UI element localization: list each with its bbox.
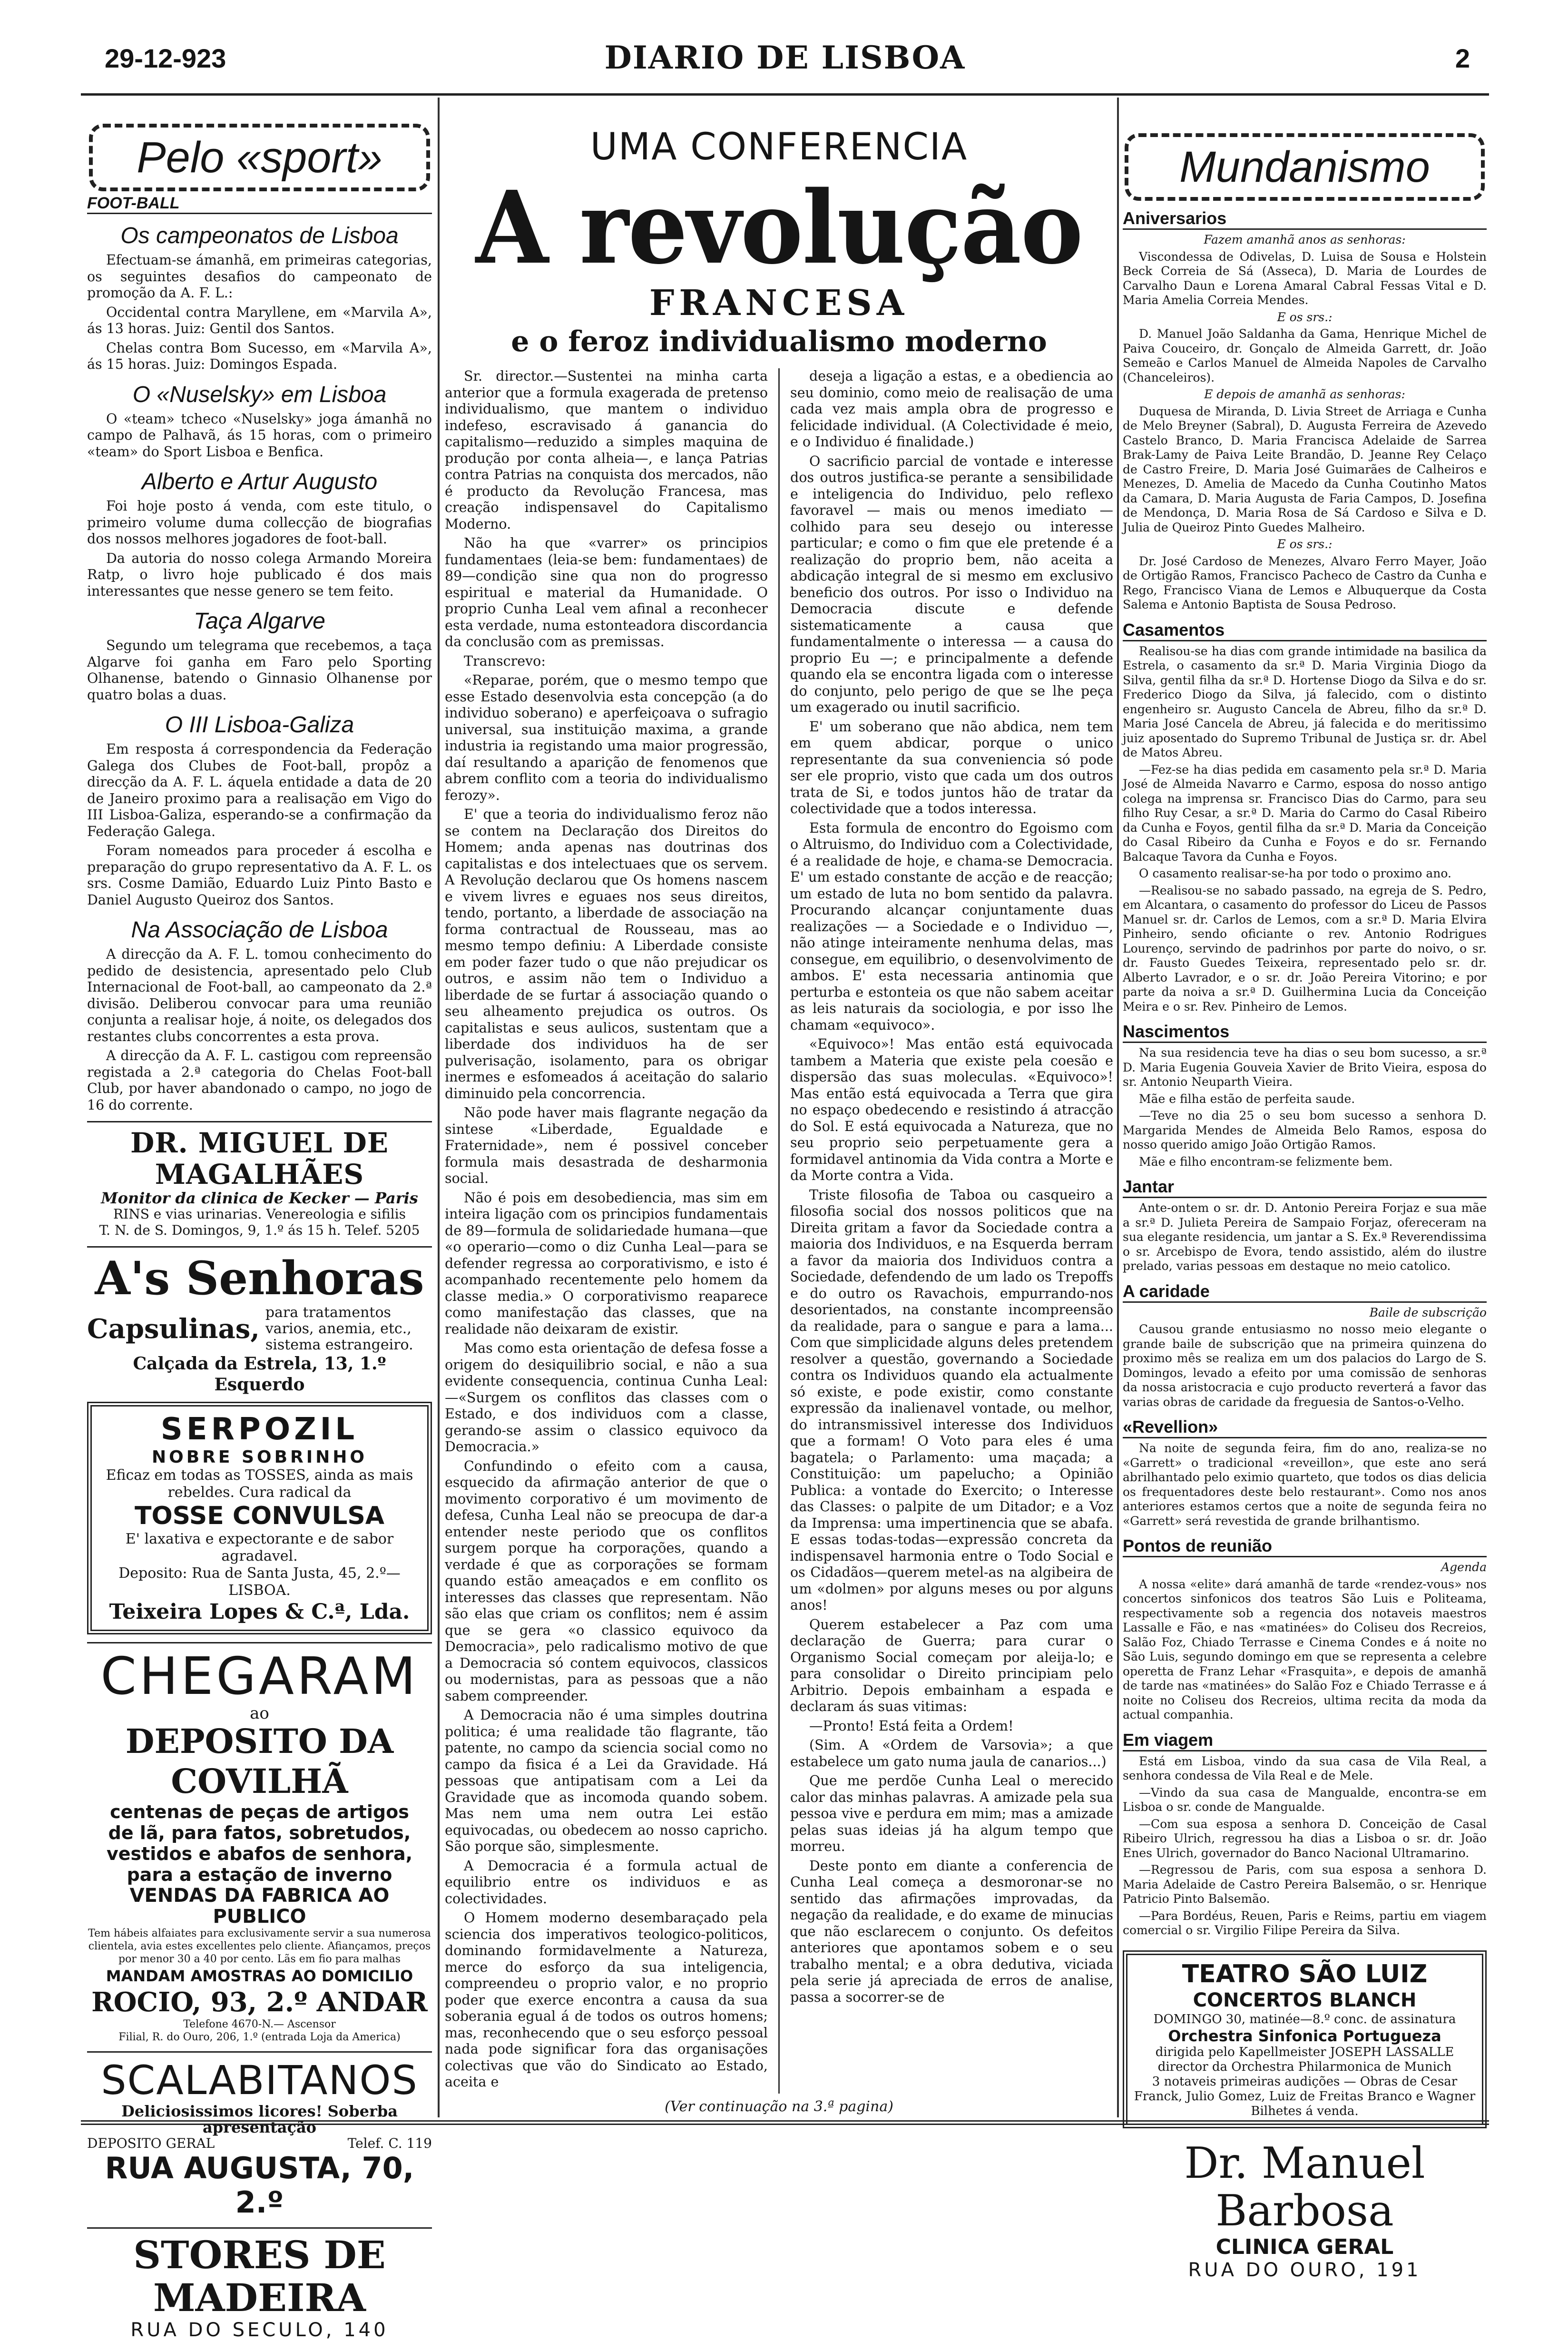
magalhaes-ad — [87, 1121, 432, 1239]
ad-line: DOMINGO 30, matinée—8.º conc. de assinatura — [1153, 2012, 1456, 2026]
ad-address: RUA DO OURO, 191 — [1188, 2259, 1421, 2281]
ad-subtitle: CLINICA GERAL — [1215, 2234, 1394, 2259]
ad-line: MANDAM AMOSTRAS AO DOMICILIO — [106, 1967, 413, 1985]
section-body — [1123, 1754, 1487, 1938]
left-column — [87, 109, 432, 2341]
ad-address: Calçada da Estrela, 13, 1.º Esquerdo — [133, 1354, 386, 1395]
page-bottom-rule — [81, 2120, 1489, 2125]
paragraph: Occidental contra Maryllene, em «Marvila A», ás 13 horas. Juiz: Gentil dos Santos. — [87, 304, 432, 336]
ad-line: VENDAS DA FABRICA AO PUBLICO — [129, 1885, 390, 1928]
paragraph: —Fez-se ha dias pedida em casamento pela sr.ª D. Maria José de Almeida Navarro e Carmo, esposa do nosso antigo colega na imprensa sr. Francisco Dias do Carmo, para seu filho Ruy Cesar, a sr.ª D. Maria do Carmo do Casal Ribeiro da Cunha e Foyos, gentil filha da sr.ª D. Maria da Conceição do Casal Ribeiro da Cunha e Foyos e do sr. Fernando Balcaque Tavora da Cunha e Foyos. — [1123, 762, 1487, 864]
paragraph: —Vindo da sua casa de Mangualde, encontra-se em Lisboa o sr. conde de Mangualde. — [1123, 1785, 1487, 1814]
paragraph: Da autoria do nosso colega Armando Moreira Ratp, o livro hoje publicado é dos mais interessantes que nesse genero se tem feito. — [87, 550, 432, 599]
ad-line: ao — [250, 1704, 269, 1723]
barbosa-ad — [1123, 2140, 1487, 2281]
ad-row — [87, 2135, 432, 2151]
paragraph: Não é pois em desobediencia, mas sim em inteira ligação com os principios fundamentais de 89—formula de solidariedade humana—que «o operario—como o diz Cunha Leal—para se defender regressa ao corporativismo, e isto é acompanhado recentemente pelo homem da classe media.» O corporativismo reaparece como manifestação das classes, que na realidade não deixaram de existir. — [445, 1190, 768, 1337]
paragraph: Sr. director.—Sustentei na minha carta anterior que a formula exagerada de pretenso individualismo, que mantem o individuo indefeso, escravisado á ganancia do capitalismo—reduzido a simples maquina de produção por conta alheia—, e lança Patrias contra Patrias na conquista dos mercados, não é producto da Revolução Francesa, mas creação indispensavel do Capitalismo Moderno. — [445, 368, 768, 532]
ad-line: Deposito: Rua de Santa Justa, 45, 2.º—LISBOA. — [118, 1565, 401, 1599]
ad-address: RUA DO SECULO, 140 — [130, 2319, 389, 2341]
ad-phone: Telef. C. 119 — [347, 2135, 432, 2151]
paragraph: —Teve no dia 25 o seu bom sucesso a senhora D. Margarida Mendes de Almeida Belo Ramos, esposa do nosso querido amigo João Ortigão Ramos. — [1123, 1109, 1487, 1151]
paragraph: O Homem moderno desembaraçado pela sciencia dos imperativos teologico-politicos, dominando formidavelmente a Natureza, merce do esforço da sua inteligencia, compreendeu o proprio valor, e no proprio poder que exerce encontra a causa da sua soberania egual á de todos os outros homens; mas, reconhecendo que o seu esforço pessoal nada pode significar fora das organisações colectivas que vão do Sindicato ao Estado, aceita e — [445, 1910, 768, 2090]
paragraph: Na noite de segunda feira, fim do ano, realiza-se no «Garrett» o tradicional «reveillon», que este ano será abrilhantado pelo eximio quarteto, que todos os dias delicia os frequentadores deste belo restaurant». Como nos anos anteriores estamos certos que a noite de segunda feira no «Garrett» será revestida de grande brilhantismo. — [1123, 1441, 1487, 1528]
paragraph: —Para Bordéus, Reuen, Paris e Reims, partiu em viagem comercial o sr. Virgilio Filipe Pereira da Silva. — [1123, 1908, 1487, 1937]
section-body — [1123, 1560, 1487, 1722]
paragraph: O casamento realisar-se-ha por todo o proximo ano. — [1139, 866, 1451, 880]
football-label: FOOT-BALL — [87, 194, 432, 214]
ad-small-print: Tem hábeis alfaiates para exclusivamente servir a sua numerosa clientela, avia estes excellentes pelo cliente. Afiançamos, preços por menor 30 a 40 por cento. Lãs em fio para malhas — [88, 1928, 431, 1965]
paragraph: Transcrevo: — [464, 653, 546, 669]
section-heading: «Revellion» — [1123, 1417, 1487, 1438]
paragraph: O «team» tcheco «Nuselsky» joga ámanhã no campo de Palhavã, ás 15 horas, com o primeiro «team» do Sport Lisboa e Benfica. — [87, 411, 432, 460]
ad-line: director da Orchestra Philarmonica de Munich — [1157, 2059, 1452, 2074]
paragraph: Causou grande entusiasmo no nosso meio elegante o grande baile de subscrição que na primeira quinzena do proximo mês se realiza em um dos palacios do Largo de S. Domingos, levado a efeito por uma comissão de senhoras da nossa aristocracia e cujo producto reverterá a favor das varias obras de caridade da freguesia de Santos-o-Velho. — [1123, 1322, 1487, 1409]
paragraph: Querem estabelecer a Paz com uma declaração de Guerra; para curar o Organismo Social começam por aleija-lo; e para consolidar o Direito principiam pelo Arbitrio. Depois embainham a espada e declaram ás suas vitimas: — [790, 1616, 1113, 1714]
article-title: Os campeonatos de Lisboa — [120, 223, 399, 248]
section-heading: Nascimentos — [1123, 1022, 1487, 1043]
article-column — [790, 368, 1113, 2094]
paragraph: Não pode haver mais flagrante negação da sintese «Liberdade, Egualdade e Fraternidade», nem é possivel conceber formula mais desastrada de desharmonia social. — [445, 1105, 768, 1186]
article-body — [87, 252, 432, 373]
paragraph: Dr. José Cardoso de Menezes, Alvaro Ferro Mayer, João de Ortigão Ramos, Francisco Pacheco de Castro da Cunha e Rego, Francisco Viana de Lemos e Albuquerque da Costa Salema e Antonio Baptista de Sousa Pedroso. — [1123, 554, 1487, 611]
ad-firm: Teixeira Lopes & C.ª, Lda. — [109, 1600, 410, 1624]
ad-subtitle: Monitor da clinica de Kecker — Paris — [101, 1189, 418, 1207]
paragraph: —Regressou de Paris, com sua esposa a senhora D. Maria Adelaide de Castro Pereira Balsemão, o sr. Henrique Patricio Pinto Balsemão. — [1123, 1863, 1487, 1906]
ad-branch: Filial, R. do Ouro, 206, 1.º (entrada Loja da America) — [118, 2031, 401, 2043]
article-title: O III Lisboa-Galiza — [165, 712, 354, 738]
paragraph: Agenda — [1441, 1560, 1487, 1574]
section-body — [1123, 1046, 1487, 1169]
paragraph: E' um soberano que não abdica, nem tem em quem abdicar, porque o unico representante da sua conveniencia só pode ser ele proprio, visto que cada um dos outros trata de Si, e todos juntos hão de tratar da colectividade que a todos interessa. — [790, 718, 1113, 816]
ad-deposit: DEPOSITO GERAL — [87, 2135, 215, 2151]
paragraph: A nossa «elite» dará amanhã de tarde «rendez-vous» nos concertos sinfonicos dos teatros São Luis e Politeama, respectivamente sob a regencia dos notaveis maestros Lassalle e Fão, e nas «matinées» do Coliseu dos Recreios, Salão Foz, Chiado Terrasse e Cinema Condes e á noite no São Luis, segundo domingo em que se representa a celebre operetta de Franz Lehar «Frasquita», e depois de amanhã de tarde nas «matinées» do Salão Foz e Chiado Terrasse e á noite no Coliseu dos Recreios, ultima recita da moda da actual companhia. — [1123, 1577, 1487, 1721]
serpozil-ad — [87, 1402, 432, 1634]
ad-title: SERPOZIL — [160, 1412, 359, 1447]
paragraph: Foi hoje posto á venda, com este titulo, o primeiro volume duma collecção de biografias dos nossos melhores jogadores de foot-ball. — [87, 498, 432, 547]
stores-ad — [87, 2227, 432, 2341]
paragraph: A direcção da A. F. L. castigou com repreensão registada a 2.ª categoria do Chelas Foot-ball Club, por haver abandonado o campo, no jogo de 16 do corrente. — [87, 1048, 432, 1113]
paragraph: Não ha que «varrer» os principios fundamentaes (leia-se bem: fundamentaes) de 89—condição sine qua non do progresso espiritual e material da Humanidade. O proprio Cunha Leal vem afinal a reconhecer esta verdade, numa estonteadora discordancia da conclusão com as premissas. — [445, 535, 768, 649]
ad-line: centenas de peças de artigos — [110, 1801, 409, 1822]
section-body — [1123, 1441, 1487, 1528]
newspaper-name: DIARIO DE LISBOA — [604, 39, 966, 76]
article-body — [87, 638, 432, 703]
article-title: Taça Algarve — [194, 609, 325, 634]
section-body — [1123, 233, 1487, 612]
ad-address: ROCIO, 93, 2.º ANDAR — [91, 1987, 428, 2018]
ad-highlight: TOSSE CONVULSA — [134, 1502, 385, 1530]
teatro-sao-luiz-ad — [1123, 1950, 1487, 2128]
paragraph: Realisou-se ha dias com grande intimidade na basilica da Estrela, o casamento da sr.ª D. Maria Virginia Diogo da Silva, gentil filha da sr.ª D. Hortense Diogo da Silva e do sr. Frederico Diogo da Silva, já falecido, com o distinto engenheiro sr. Augusto Cancela de Abreu, filho da sr.ª D. Maria José Cancela de Abreu, já falecida e do meritissimo juiz aposentado do Supremo Tribunal de Justiça sr. dr. Abel de Matos Abreu. — [1123, 644, 1487, 759]
paragraph: Que me perdõe Cunha Leal o merecido calor das minhas palavras. A amizade pela sua pessoa vive e perdura em mim; mas a amizade pelas suas ideias já ha algum tempo que morreu. — [790, 1773, 1113, 1854]
ad-orchestra: Orchestra Sinfonica Portugueza — [1168, 2026, 1441, 2045]
paragraph: E os srs.: — [1277, 537, 1333, 551]
ad-title: CHEGARAM — [100, 1647, 419, 1706]
paragraph: E' que a teoria do individualismo feroz não se contem na Declaração dos Direitos do Homem; anda apenas nas doutrinas dos capitalistas e dos intelectuaes que os servem. A Revolução declarou que Os homens nascem e vivem livres e eguaes nos seus direitos, tendo, portanto, a liberdade de associação na forma contractual de Rousseau, mas ao mesmo tempo definiu: A Liberdade consiste em poder fazer tudo o que não prejudicar os outros, e assim não tem o Individuo a liberdade de se furtar á associação quando o seu alheamento prejudica os outros. Os capitalistas e seus aulicos, sustentam que a liberdade dos individuos ha de ser pulverisação, isolamento, para os obrigar inermes e esfomeados á aceitação do salario diminuido pela concorrencia. — [445, 807, 768, 1102]
paragraph: Deste ponto em diante a conferencia de Cunha Leal começa a desmoronar-se no sentido das afirmações improvadas, da negação da realidade, e do exame de minucias que não esclarecem o conjunto. Os defeitos anteriores que apontamos sobem e o seu trabalho mental; e a obra dedutiva, viciada pela serie já apreciada de erros de analise, passa a socorrer-se de — [790, 1858, 1113, 2005]
main-article — [445, 109, 1113, 2115]
article-body — [87, 741, 432, 908]
section-heading: Pontos de reunião — [1123, 1536, 1487, 1557]
column-divider — [778, 368, 780, 2094]
paragraph: Efectuam-se ámanhã, em primeiras categorias, os seguintes desafios do campeonato de promoção da A. F. L.: — [87, 252, 432, 301]
ad-line: 3 notaveis primeiras audições — Obras de Cesar Franck, Julio Gomez, Luiz de Freitas Branco e Wagner — [1134, 2074, 1476, 2104]
paragraph: «Reparae, porém, que o mesmo tempo que esse Estado desenvolvia esta concepção (a do individuo soberano) e aperfeiçoava o sufragio universal, sua instituição maxima, a grande industria ia registando uma maior progressão, daí resultando a aparição de fenomenos que abrem conflito com a teoria do individualismo ferozy». — [445, 672, 768, 803]
ad-line: Bilhetes á venda. — [1251, 2104, 1359, 2118]
sport-section-title: Pelo «sport» — [89, 124, 430, 191]
paragraph: —Realisou-se no sabado passado, na egreja de S. Pedro, em Alcantara, o casamento do professor do Liceu de Passos Manuel sr. dr. Carlos de Lemos, com a sr.ª D. Maria Elvira Pinheiro, sendo oficiante o rev. Antonio Rodrigues Lourenço, servindo de padrinhos por parte do noivo, o sr. dr. Fausto Guedes Teixeira, representado pelo sr. dr. Alberto Lavrador, e o sr. dr. João Pereira Vitorino; e por parte da noiva a sr.ª D. Guilhermina Lucia da Conceição Meira e o sr. Rev. Pinheiro de Lemos. — [1123, 883, 1487, 1013]
ad-line: dirigida pelo Kapellmeister JOSEPH LASSALLE — [1155, 2045, 1454, 2059]
paragraph: Ante-ontem o sr. dr. D. Antonio Pereira Forjaz e sua mãe a sr.ª D. Julieta Pereira de Sampaio Forjaz, ofereceram na sua elegante residencia, um jantar a S. Ex.ª Reverendissima o sr. Arcebispo de Evora, tendo assistido, além do ilustre prelado, varias pessoas em destaque no meio catolico. — [1123, 1201, 1487, 1273]
issue-date: 29-12-923 — [105, 43, 226, 73]
ad-store: DEPOSITO DA COVILHÃ — [125, 1721, 394, 1801]
ad-line: vestidos e abafos de senhora, — [106, 1843, 413, 1864]
paragraph: Esta formula de encontro do Egoismo com o Altruismo, do Individuo com a Colectividade, é a realidade de hoje, e chama-se Democracia. E' um estado constante de acção e de reacção; um estado de luta no bom sentido da palavra. Procurando alcançar conjuntamente duas realizações — a Sociedade e o Individuo —, não atinge inteiramente nenhuma delas, mas consegue, em equilibrio, o desenvolvimento de ambos. E' esta necessaria antinomia que perturba e estonteia os que não sabem aceitar as leis naturais da sociologia, e por isso lhe chamam «equivoco». — [790, 820, 1113, 1033]
covilha-ad — [87, 1642, 432, 2044]
paragraph: Mas como esta orientação de defesa fosse a origem do desiquilibrio social, e não a sua evidente consequencia, continua Cunha Leal:—«Surgem os conflitos das classes com o Estado, e dos individuos com a classe, gerando-se assim o classico equivoco da Democracia.» — [445, 1340, 768, 1455]
page-number: 2 — [1455, 43, 1470, 73]
ad-title: STORES DE MADEIRA — [133, 2233, 386, 2320]
ad-line: T. N. de S. Domingos, 9, 1.º ás 15 h. Telef. 5205 — [99, 1222, 420, 1238]
article-deck: e o feroz individualismo moderno — [511, 325, 1047, 358]
section-body — [1123, 1201, 1487, 1274]
article-column — [445, 368, 768, 2094]
paragraph: —Pronto! Está feita a Ordem! — [809, 1718, 1014, 1734]
masthead-rule — [81, 93, 1489, 96]
paragraph: A Democracia é a formula actual de equilibrio entre os individuos e as colectividades. — [445, 1858, 768, 1907]
paragraph: Em resposta á correspondencia da Federação Galega dos Clubes de Foot-ball, propôz a direcção da A. F. L. áquela entidade a data de 20 de Janeiro proximo para a realisação em Vigo do III Lisboa-Galiza, esperando-se a confirmação da Federação Galega. — [87, 741, 432, 839]
section-heading: A caridade — [1123, 1281, 1487, 1303]
paragraph: Fazem amanhã anos as senhoras: — [1204, 233, 1406, 246]
scalabitanos-ad — [87, 2051, 432, 2220]
column-divider — [438, 98, 440, 2117]
mundanismo-sections — [1123, 208, 1487, 1938]
ad-title: TEATRO SÃO LUIZ — [1182, 1959, 1428, 1988]
paragraph: Viscondessa de Odivelas, D. Luisa de Sousa e Holstein Beck Correia de Sá (Asseca), D. Maria de Lourdes de Carvalho Daun e Lorena Amaral Cabral Fessas Vital e D. Maria Amelia Correia Mendes. — [1123, 249, 1487, 307]
ad-line: E' laxativa e expectorante e de sabor agradavel. — [125, 1531, 394, 1564]
paragraph: A direcção da A. F. L. tomou conhecimento do pedido de desistencia, apresentado pelo Club Internacional de Foot-ball, ao campeonato da 2.ª divisão. Deliberou convocar para uma reunião conjunta a realisar hoje, á noite, os delegados dos restantes clubs concorrentes a esta prova. — [87, 946, 432, 1044]
continued-note: (Ver continuação na 3.ª pagina) — [665, 2098, 893, 2115]
paragraph: E os srs.: — [1277, 310, 1333, 324]
paragraph: (Sim. A «Ordem de Varsovia»; a que estabelece um gato numa jaula de canarios...) — [790, 1737, 1113, 1770]
article-title: Na Associação de Lisboa — [131, 917, 388, 943]
ad-product: Capsulinas, — [87, 1313, 260, 1345]
mundanismo-section-title: Mundanismo — [1125, 133, 1485, 201]
paragraph: Mãe e filho encontram-se felizmente bem. — [1139, 1154, 1393, 1169]
article-body — [87, 411, 432, 461]
section-body — [1123, 1306, 1487, 1410]
paragraph: Triste filosofia de Taboa ou casqueiro a filosofia social dos nossos politicos que na Direita gritam a favor da Sociedade contra a maioria dos Individuos, e na Esquerda berram a favor da maioria dos Individuos contra a Sociedade, defendendo de um lado os Trepoffs e do outro os Ravachois, empurrando-nos desorientados, na constante incompreensão da realidade, para o sangue e para a lama... Com que simplicidade alguns deles pretendem resolver a questão, governando a Sociedade contra os Individuos quando ela actualmente só existe, e pode existir, como constante expressão da inalienavel vontade, ou melhor, do intransmissivel interesse dos Individuos que a formam! O Voto para eles é uma bagatela; o Parlamento: uma maçada; a Constituição: um papelucho; a Opinião Publica: a vontade do Exercito; o Interesse das Classes: o palpite de um Ditador; e a Voz da Imprensa: uma impertinencia que se abafa. E essas todas-todas—expressão concreta da indispensavel harmonia entre o Todo Social e os Cidadãos—querem metel-as na algibeira de um «dolmen» por alguns meses ou por alguns anos! — [790, 1187, 1113, 1613]
article-headline-sub: FRANCESA — [649, 283, 909, 324]
ad-line: de lã, para fatos, sobretudos, — [108, 1822, 411, 1843]
section-heading: Aniversarios — [1123, 208, 1487, 230]
ad-row — [87, 1305, 432, 1353]
senhoras-ad — [87, 1246, 432, 1395]
ad-description: para tratamentos varios, anemia, etc., sistema estrangeiro. — [265, 1304, 413, 1353]
ad-title: A's Senhoras — [95, 1251, 424, 1305]
sport-articles — [87, 223, 432, 1113]
section-heading: Em viagem — [1123, 1730, 1487, 1751]
article-body — [87, 946, 432, 1113]
section-heading: Casamentos — [1123, 620, 1487, 641]
article-body — [445, 368, 1113, 2094]
paragraph: «Equivoco»! Mas então está equivocada tambem a Materia que existe pela coesão e dispersão das suas moleculas. «Equivoco»! Mas então está equivocada a Terra que gira no espaço obedecendo e resistindo á atracção do Sol. E está equivocada a Natureza, que no seu proprio seio perpetuamente gera a formidavel antinomia da Vida contra a Morte e da Morte contra a Vida. — [790, 1036, 1113, 1183]
column-divider — [1117, 98, 1119, 2117]
paragraph: Foram nomeados para proceder á escolha e preparação do grupo representativo da A. F. L. os srs. Cosme Damião, Eduardo Luiz Pinto Basto e Daniel Augusto Queiroz dos Santos. — [87, 843, 432, 908]
ad-line: para a estação de inverno — [127, 1864, 392, 1885]
section-heading: Jantar — [1123, 1177, 1487, 1198]
paragraph: Chelas contra Bom Sucesso, em «Marvila A», ás 15 horas. Juiz: Domingos Espada. — [87, 340, 432, 372]
ad-subtitle: NOBRE SOBRINHO — [152, 1447, 367, 1467]
paragraph: Está em Lisboa, vindo da sua casa de Vila Real, a senhora condessa de Vila Real e de Mele. — [1123, 1754, 1487, 1782]
paragraph: Na sua residencia teve ha dias o seu bom sucesso, a sr.ª D. Maria Eugenia Gouveia Xavier de Brito Vieira, esposa do sr. Antonio Neuparth Vieira. — [1123, 1046, 1487, 1089]
ad-name: DR. MIGUEL DE MAGALHÃES — [130, 1127, 389, 1190]
paragraph: —Com sua esposa a senhora D. Conceição de Casal Ribeiro Ulrich, regressou ha dias a Lisboa o sr. dr. João Enes Ulrich, governador do Banco Nacional Ultramarino. — [1123, 1817, 1487, 1860]
article-kicker: UMA CONFERENCIA — [590, 126, 968, 168]
ad-title: Dr. Manuel Barbosa — [1184, 2138, 1425, 2236]
paragraph: A Democracia não é uma simples doutrina politica; é uma realidade tão flagrante, tão patente, no campo da sciencia social como no campo da fisica é a Lei da Gravidade. Há pessoas que antipatisam com a Lei da Gravidade que as incomoda quando sobem. Mas nem uma nem outra Lei estão equivocadas, ou obedecem ao nosso capricho. São porque são, simplesmente. — [445, 1707, 768, 1854]
article-headline: A revolução — [475, 169, 1083, 286]
paragraph: Confundindo o efeito com a causa, esquecido da afirmação anterior de que o movimento corporativo é um movimento de defesa, Cunha Leal não se preocupa de dar-a entender neste periodo que os conflitos surgem porque ha corporações, quando a verdade é que as corporações se formam quando estão ameaçados e em conflito os interesses das classes que representam. Não são elas que criam os conflitos; nem é assim que se gera «o classico equivoco da Democracia», pelo radicalismo motivo de que a Democracia só contem equivocos, classicos ou modernistas, para as pessoas que a não sabem compreender. — [445, 1458, 768, 1704]
ad-address: RUA AUGUSTA, 70, 2.º — [105, 2151, 414, 2220]
article-body — [87, 498, 432, 600]
masthead — [86, 29, 1484, 100]
ad-phone: Telefone 4670-N.— Ascensor — [183, 2018, 336, 2030]
paragraph: Duquesa de Miranda, D. Livia Street de Arriaga e Cunha de Melo Breyner (Sabral), D. Augusta Ferreira de Azevedo Castelo Branco, D. Maria Francisca Adelaide de Sarrea Brak-Lamy de Paiva Leite Brandão, D. Jeanne Rey Celaço de Castro Freire, D. Maria José Guimarães de Calheiros e Menezes, D. Amelia de Macedo da Cunha Coutinho Matos da Camara, D. Maria Augusta de Faria Campos, D. Josefina de Mendonça, D. Maria Rosa de Sá Cardoso e Silva e D. Julia de Queiroz Pinto Guedes Malheiro. — [1123, 404, 1487, 534]
paragraph: O sacrificio parcial de vontade e interesse dos outros justifica-se perante a sensibilidade e inteligencia do Individuo, pelo reflexo favoravel — mais ou menos imediato — colhido para seu desejo ou interesse particular; e como o fim que ele pretende é a realização do proprio bem, não aceita a abdicação integral de si mesmo em exclusivo beneficio dos outros. Por isso o Individuo na Democracia discute e defende sistematicamente a causa que fundamentalmente o interessa — a causa do proprio Eu —; e principalmente a defende quando ela se encontra ligada com o interesse do conjunto, pelo perigo de que se lhe peça um exagerado ou inutil sacrificio. — [790, 453, 1113, 715]
ad-line: RINS e vias urinarias. Venereologia e sifilis — [113, 1206, 406, 1222]
ad-title: SCALABITANOS — [101, 2057, 418, 2104]
ad-subtitle: CONCERTOS BLANCH — [1193, 1989, 1417, 2011]
paragraph: D. Manuel João Saldanha da Gama, Henrique Michel de Paiva Couceiro, dr. Gonçalo de Almeida Garrett, dr. João Semeão e Carlos Manuel de Almeida Napoles de Carvalho (Chanceleiros). — [1123, 327, 1487, 384]
article-title: Alberto e Artur Augusto — [141, 469, 378, 494]
ad-line: Deliciosissimos licores! Soberba apresentação — [121, 2102, 398, 2136]
section-body — [1123, 644, 1487, 1014]
paragraph: deseja a ligação a estas, e a obediencia ao seu dominio, como meio de realisação de uma cada vez mais ampla obra de progresso e felicidade individual. (A Colectividade é meio, e o Individuo é finalidade.) — [790, 368, 1113, 450]
paragraph: Mãe e filha estão de perfeita saude. — [1139, 1092, 1355, 1106]
paragraph: E depois de amanhã as senhoras: — [1204, 387, 1405, 401]
paragraph: Baile de subscrição — [1369, 1305, 1487, 1319]
article-title: O «Nuselsky» em Lisboa — [132, 382, 387, 407]
ad-line: Eficaz em todas as TOSSES, ainda as mais rebeldes. Cura radical da — [106, 1467, 413, 1501]
right-column — [1123, 109, 1487, 2281]
paragraph: Segundo um telegrama que recebemos, a taça Algarve foi ganha em Faro pelo Sporting Olhanense, batendo o Ginnasio Olhanense por quatro bolas a duas. — [87, 638, 432, 703]
